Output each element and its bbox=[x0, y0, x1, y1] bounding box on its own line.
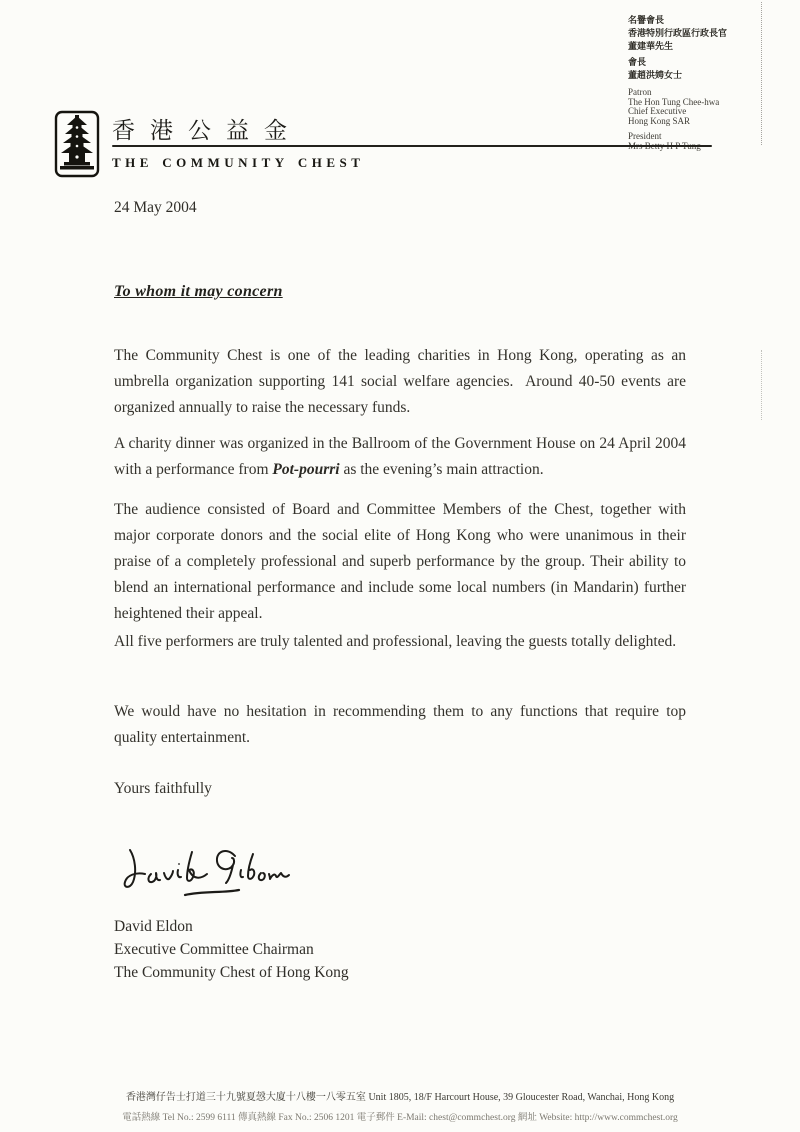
org-name-chinese: 香港公益金 bbox=[112, 118, 302, 144]
president-title-zh: 會長 bbox=[628, 57, 647, 67]
patron-title-zh: 名譽會長 bbox=[628, 15, 665, 25]
patron-region: Hong Kong SAR bbox=[628, 115, 691, 126]
scan-artifact-line bbox=[761, 350, 763, 420]
letterhead-divider-rule bbox=[112, 145, 712, 147]
body-paragraph-1: The Community Chest is one of the leading charities in Hong Kong, operating as an umbrella organization supporting 141 social welfare agencies. Around 40-50 events are organized annually to raise the necessary funds. bbox=[114, 347, 690, 416]
patron-role-zh: 香港特別行政區行政長官 bbox=[628, 28, 728, 38]
body-paragraph-3: The audience consisted of Board and Committee Members of the Chest, together with major corporate donors and the social elite of Hong Kong who were unanimous in their praise of a completely professional and superb performance by the group. Their ability to blend an international performance and include some local numbers (in Mandarin) further heightened their appeal. bbox=[114, 501, 690, 622]
signatory-organization: The Community Chest of Hong Kong bbox=[114, 964, 349, 981]
footer-address-chinese: 香港灣仔告士打道三十九號夏愨大廈十八樓一八零五室 bbox=[125, 1092, 366, 1103]
salutation: To whom it may concern bbox=[114, 283, 283, 300]
footer-address-english: Unit 1805, 18/F Harcourt House, 39 Gloucester Road, Wanchai, Hong Kong bbox=[368, 1092, 675, 1103]
closing-phrase: Yours faithfully bbox=[114, 780, 212, 797]
president-label: President bbox=[628, 131, 662, 142]
footer-address-line bbox=[0, 1088, 800, 1103]
pagoda-icon bbox=[54, 110, 100, 178]
body-paragraph-5: We would have no hesitation in recommending them to any functions that require top quality entertainment. bbox=[114, 703, 690, 746]
community-chest-logo bbox=[54, 110, 100, 178]
patron-label: Patron bbox=[628, 87, 652, 97]
letterhead-officers-block bbox=[628, 14, 793, 152]
footer-contact-line: 電話熱線 Tel No.: 2599 6111 傳真熱線 Fax No.: 2506 1201 電子郵件 E-Mail: chest@commchest.org 網址 Website: http://www.commchest.org bbox=[122, 1113, 678, 1123]
paragraph-text: as the evening’s main attraction. bbox=[339, 461, 544, 478]
signatory-name: David Eldon bbox=[114, 918, 193, 935]
patron-name-zh: 董建華先生 bbox=[628, 41, 674, 51]
president-name-zh: 董趙洪娉女士 bbox=[628, 70, 683, 80]
signatory-block bbox=[114, 915, 349, 984]
handwritten-signature bbox=[122, 843, 292, 901]
body-paragraph-4: All five performers are truly talented and professional, leaving the guests totally delighted. bbox=[114, 633, 677, 650]
performance-name-emphasis: Pot-pourri bbox=[272, 461, 340, 478]
signatory-title: Executive Committee Chairman bbox=[114, 941, 314, 958]
paragraph-text: A charity dinner was organized in the Ballroom of the Government House on 24 April 2004 with a performance from bbox=[114, 435, 690, 478]
scan-artifact-line bbox=[761, 2, 763, 145]
signature-ink-icon bbox=[122, 843, 292, 901]
patron-role: Chief Executive bbox=[628, 106, 687, 117]
org-name-english: the community chest bbox=[112, 151, 365, 172]
patron-name: The Hon Tung Chee-hwa bbox=[628, 96, 720, 107]
body-paragraph-2 bbox=[114, 431, 690, 483]
letter-date: 24 May 2004 bbox=[114, 199, 197, 216]
